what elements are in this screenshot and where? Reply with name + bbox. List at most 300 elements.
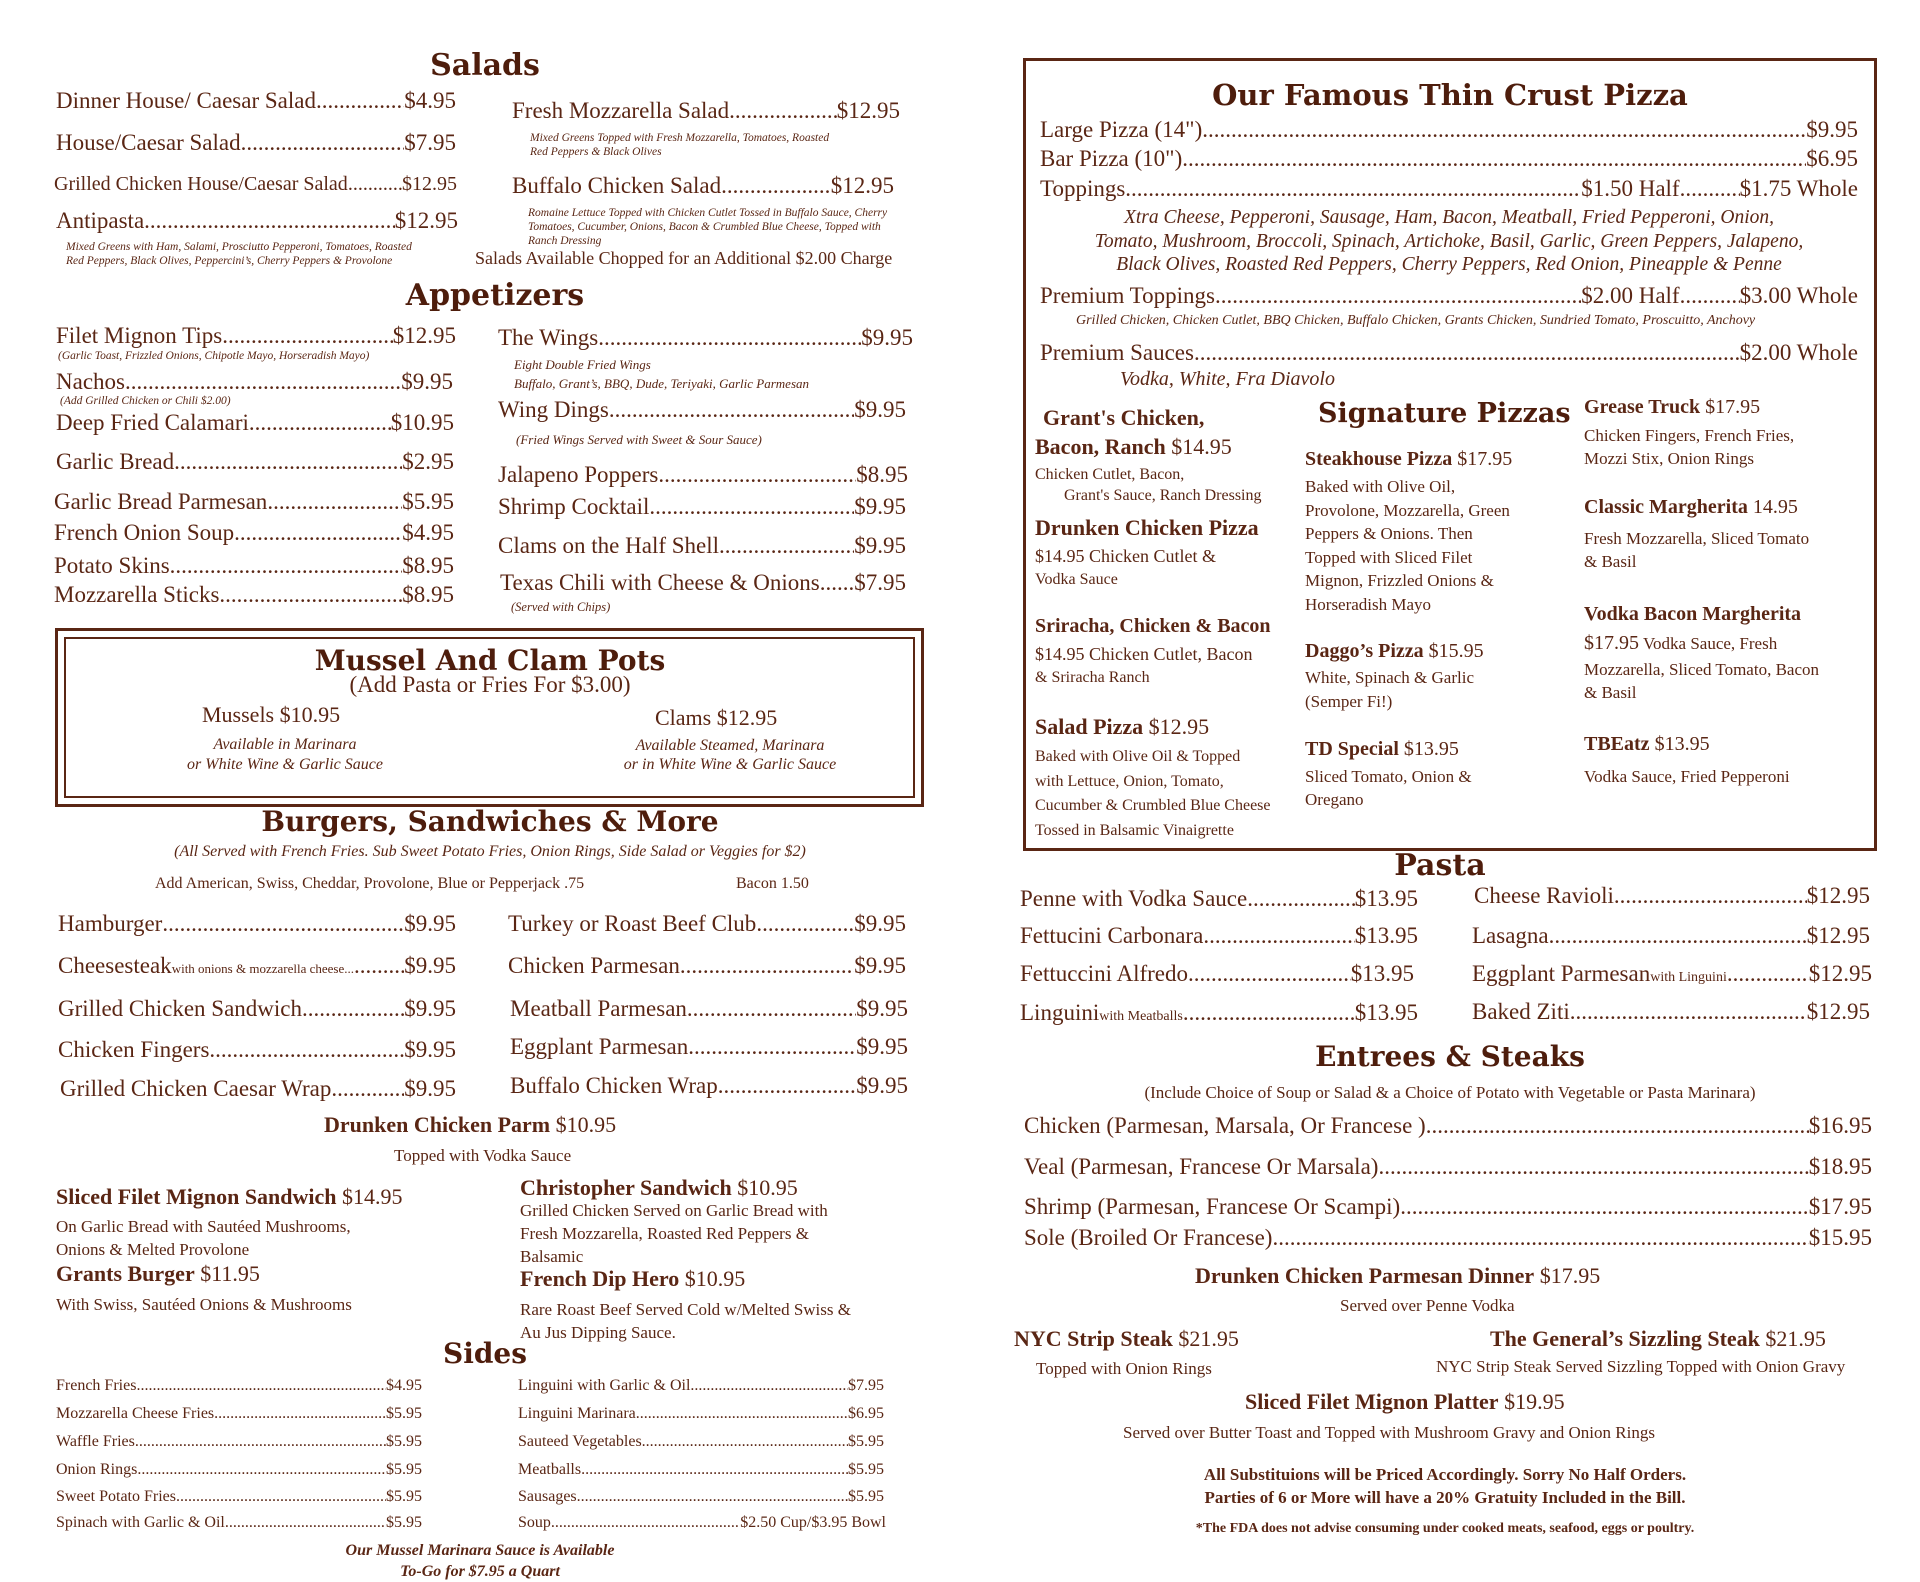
burger-item (510, 1034, 908, 1060)
salad-item (512, 98, 900, 124)
burger-item (508, 911, 906, 937)
grease-truck-pizza (1584, 396, 1760, 419)
item-name: Veal (Parmesan, Francese Or Marsala) (1024, 1154, 1379, 1179)
side-item (518, 1377, 884, 1395)
item-price-half: $2.00 Half (1581, 283, 1680, 308)
pizza-description: Fresh Mozzarella, Sliced Tomato (1584, 529, 1810, 548)
filet-platter (1245, 1390, 1565, 1413)
item-name: Sausages (518, 1488, 577, 1505)
drunken-chicken-dinner (1195, 1264, 1600, 1287)
burgers-heading: Burgers, Sandwiches & More (261, 805, 719, 838)
item-name: Soup (518, 1514, 551, 1531)
pizza-description: Topped with Sliced Filet (1305, 548, 1473, 567)
pizza-price: $17.95 (1584, 632, 1639, 654)
item-name: Shrimp (Parmesan, Francese Or Scampi) (1024, 1194, 1401, 1219)
item-name: Spinach with Garlic & Oil (56, 1514, 225, 1531)
pots-heading: Mussel And Clam Pots (314, 644, 666, 677)
pasta-heading: Pasta (1394, 848, 1486, 883)
sriracha-pizza-price (1035, 643, 1252, 666)
item-description: Served over Butter Toast and Topped with Mushroom Gravy and Onion Rings (1123, 1423, 1655, 1442)
item-name: Premium Toppings (1040, 283, 1215, 308)
pizza-description: Grant's Sauce, Ranch Dressing (1064, 487, 1262, 504)
pizza-name: Daggo’s Pizza (1305, 640, 1424, 662)
side-item (518, 1488, 884, 1506)
pasta-item (1472, 961, 1872, 987)
item-price: $8.95 (402, 553, 454, 578)
pizza-description: Vodka Sauce, Fresh (1642, 634, 1778, 653)
premium-list: Grilled Chicken, Chicken Cutlet, BBQ Chicken, Buffalo Chicken, Grants Chicken, Sundried Tomato, Proscuitto, Anchovy (1076, 313, 1756, 328)
appetizers-heading: Appetizers (405, 278, 585, 313)
item-name: Cheese Ravioli (1474, 883, 1614, 908)
pasta-item (1472, 999, 1870, 1025)
burger-item (510, 1073, 908, 1099)
item-name: Chicken (Parmesan, Marsala, Or Francese ) (1024, 1113, 1426, 1138)
item-price: $5.95 (848, 1433, 884, 1450)
grants-chicken-pizza (1035, 435, 1232, 458)
item-name: Wing Dings (498, 397, 609, 422)
pizza-description: Oregano (1305, 790, 1364, 809)
entree-item (1024, 1154, 1872, 1180)
pizza-description: & Basil (1584, 683, 1637, 702)
item-price: $17.95 (1539, 1263, 1601, 1288)
item-price: $12.95 (1808, 961, 1872, 986)
item-name: Nachos (56, 369, 125, 394)
item-description: Onions & Melted Provolone (56, 1240, 250, 1259)
pizza-description: Vodka Sauce, Fried Pepperoni (1584, 767, 1790, 786)
item-name: Sole (Broiled Or Francese) (1024, 1225, 1273, 1250)
item-name: Grilled Chicken Caesar Wrap (60, 1076, 332, 1101)
item-price: $12.95 (1806, 883, 1870, 908)
item-price: $9.95 (854, 397, 906, 422)
item-name: Clams on the Half Shell (498, 533, 720, 558)
item-name: The Wings (498, 325, 599, 350)
pizza-name: Grease Truck (1584, 396, 1701, 418)
item-description: (Add Grilled Chicken or Chili $2.00) (60, 395, 231, 407)
pizza-description: Mozzi Stix, Onion Rings (1584, 449, 1755, 468)
item-name: Meatball Parmesan (510, 996, 687, 1021)
pizza-description: (Semper Fi!) (1305, 692, 1393, 711)
appetizer-item (498, 533, 906, 559)
item-price: $2.95 (402, 449, 454, 474)
steakhouse-pizza (1305, 448, 1512, 471)
side-item (518, 1405, 884, 1423)
item-name: Filet Mignon Tips (56, 323, 223, 348)
item-name: The General’s Sizzling Steak (1490, 1326, 1760, 1351)
pizza-description: Chicken Cutlet & (1089, 546, 1216, 566)
pizza-name: Grant's Chicken, (1043, 405, 1205, 430)
burger-item (58, 953, 456, 979)
appetizer-item (498, 397, 906, 423)
item-price-whole: $1.75 Whole (1739, 176, 1858, 201)
item-price: $12.95 (402, 173, 457, 195)
item-name: Onion Rings (56, 1461, 138, 1478)
item-price-half: $1.50 Half (1581, 176, 1680, 201)
side-item (56, 1433, 422, 1451)
item-price: $9.95 (856, 1034, 908, 1059)
item-price: $10.95 (684, 1266, 746, 1291)
side-item (56, 1488, 422, 1506)
salad-item (512, 173, 894, 199)
side-item (56, 1405, 422, 1423)
item-name: French Onion Soup (54, 520, 235, 545)
pizza-name: Sriracha, Chicken & Bacon (1035, 615, 1271, 637)
footer-substitutions: All Substituions will be Priced Accordingly. Sorry No Half Orders. (1203, 1465, 1687, 1484)
clams-price: Clams $12.95 (655, 705, 778, 730)
pizza-description: Vodka Sauce (1035, 571, 1118, 588)
item-name: Mozzarella Sticks (54, 582, 220, 607)
item-name: Lasagna (1472, 923, 1549, 948)
toppings-list: Black Olives, Roasted Red Peppers, Cherry Peppers, Red Onion, Pineapple & Penne (1116, 254, 1782, 275)
item-price: $13.95 (1354, 1000, 1418, 1025)
item-price: $6.95 (848, 1405, 884, 1422)
item-price: $11.95 (200, 1261, 260, 1286)
item-description: Topped with Onion Rings (1036, 1359, 1212, 1378)
item-name: Sliced Filet Mignon Sandwich (56, 1184, 337, 1209)
salad-pizza (1035, 715, 1209, 738)
appetizer-item (56, 323, 456, 349)
signature-heading: Signature Pizzas (1318, 398, 1571, 429)
pizza-price: $17.95 (1457, 448, 1513, 470)
item-description: NYC Strip Steak Served Sizzling Topped with Onion Gravy (1436, 1357, 1846, 1376)
side-item (56, 1461, 422, 1479)
item-price: $9.95 (401, 369, 453, 394)
item-name: Toppings (1040, 176, 1126, 201)
item-description: (Fried Wings Served with Sweet & Sour Sauce) (516, 432, 762, 447)
footer-fda: *The FDA does not advise consuming under cooked meats, seafood, eggs or poultry. (1195, 1521, 1695, 1536)
item-price: $13.95 (1354, 886, 1418, 911)
salads-heading: Salads (430, 48, 540, 83)
pizza-description: & Sriracha Ranch (1035, 669, 1150, 686)
mussels-description: or White Wine & Garlic Sauce (187, 756, 383, 773)
item-name: Sweet Potato Fries (56, 1488, 176, 1505)
appetizer-item (56, 449, 454, 475)
item-name: Fettuccini Alfredo (1020, 961, 1188, 986)
item-name: French Fries (56, 1377, 137, 1394)
salad-item (56, 130, 456, 156)
appetizer-item (498, 462, 908, 488)
item-price: $12.95 (836, 98, 900, 123)
item-price: $7.95 (854, 570, 906, 595)
pizza-price: 14.95 (1752, 496, 1798, 518)
item-name: Fresh Mozzarella Salad (512, 98, 730, 123)
item-price: $14.95 (342, 1184, 403, 1209)
item-description: Grilled Chicken Served on Garlic Bread with (520, 1201, 828, 1220)
item-description: Eight Double Fried Wings (514, 357, 651, 372)
item-name: Jalapeno Poppers (498, 462, 659, 487)
item-name: Grilled Chicken Sandwich (58, 996, 303, 1021)
marinara-note: Our Mussel Marinara Sauce is Available (345, 1542, 615, 1559)
burgers-subtitle: (All Served with French Fries. Sub Sweet Potato Fries, Onion Rings, Side Salad or Veggies for $2) (174, 843, 806, 860)
item-price: $12.95 (1806, 999, 1870, 1024)
item-name: Waffle Fries (56, 1433, 135, 1450)
clams-description: Available Steamed, Marinara (635, 737, 825, 754)
pasta-item (1020, 1000, 1418, 1026)
item-price: $18.95 (1808, 1154, 1872, 1179)
item-extra: with onions & mozzarella cheese... (171, 961, 354, 976)
item-price: $5.95 (386, 1461, 422, 1478)
item-price: $12.95 (830, 173, 894, 198)
item-price: $5.95 (386, 1433, 422, 1450)
item-price: $9.95 (1806, 117, 1858, 142)
item-name: Potato Skins (54, 553, 170, 578)
salads-chopped-note: Salads Available Chopped for an Additional $2.00 Charge (475, 248, 893, 268)
item-description: Mixed Greens Topped with Fresh Mozzarella, Tomatoes, Roasted Red Peppers & Black Olives (530, 132, 830, 158)
pizza-price: $14.95 (1035, 546, 1085, 566)
french-dip-hero (520, 1267, 745, 1290)
footer-gratuity: Parties of 6 or More will have a 20% Gratuity Included in the Bill. (1204, 1488, 1686, 1507)
item-name: Grants Burger (56, 1261, 195, 1286)
burger-item (60, 1076, 456, 1102)
side-item (518, 1433, 884, 1451)
item-name: NYC Strip Steak (1014, 1326, 1173, 1351)
pizza-name: Vodka Bacon Margherita (1584, 603, 1802, 625)
item-price: $5.95 (848, 1488, 884, 1505)
item-description: (Served with Chips) (511, 600, 611, 614)
appetizer-item (54, 582, 454, 608)
pizza-price: $13.95 (1654, 733, 1710, 755)
pasta-item (1020, 886, 1418, 912)
pizza-description: & Basil (1584, 552, 1637, 571)
item-price: $9.95 (404, 996, 456, 1021)
item-price: $4.95 (402, 520, 454, 545)
salad-item (54, 173, 457, 196)
pizza-price: $14.95 (1171, 434, 1232, 459)
item-description: (Garlic Toast, Frizzled Onions, Chipotle Mayo, Horseradish Mayo) (58, 350, 370, 362)
pizza-name: Salad Pizza (1035, 714, 1144, 739)
pizza-description: Mozzarella, Sliced Tomato, Bacon (1584, 660, 1820, 679)
item-description: Topped with Vodka Sauce (394, 1146, 572, 1165)
pizza-heading: Our Famous Thin Crust Pizza (1212, 78, 1688, 112)
entree-item (1024, 1225, 1872, 1251)
item-price: $4.95 (386, 1377, 422, 1394)
pizza-item (1040, 146, 1858, 172)
item-name: Linguini Marinara (518, 1405, 636, 1422)
appetizer-item (54, 489, 454, 515)
entree-item (1024, 1113, 1872, 1139)
item-price: $9.95 (404, 1076, 456, 1101)
pizza-sauces (1040, 340, 1858, 366)
burger-item (508, 953, 906, 979)
burger-item (58, 1037, 456, 1063)
pizza-description: Baked with Olive Oil, (1305, 477, 1456, 496)
item-price: $12.95 (1806, 923, 1870, 948)
item-extra: with Meatballs (1099, 1009, 1183, 1024)
item-price-whole: $3.00 Whole (1739, 283, 1858, 308)
appetizer-item (56, 369, 453, 395)
item-price: $12.95 (394, 208, 458, 233)
pizza-item (1040, 117, 1858, 143)
item-price: $9.95 (404, 953, 456, 978)
daggos-pizza (1305, 640, 1484, 663)
item-name: Dinner House/ Caesar Salad (56, 88, 316, 113)
item-name: Bar Pizza (10") (1040, 146, 1183, 171)
item-name: Turkey or Roast Beef Club (508, 911, 757, 936)
pasta-item (1020, 923, 1418, 949)
pizza-description: Chicken Cutlet, Bacon, (1035, 466, 1185, 483)
item-price: $13.95 (1350, 961, 1414, 986)
item-name: Sliced Filet Mignon Platter (1245, 1389, 1499, 1414)
item-price: $10.95 (555, 1112, 617, 1137)
pizza-description: Mignon, Frizzled Onions & (1305, 571, 1494, 590)
appetizer-item (54, 553, 454, 579)
item-price: $21.95 (1178, 1326, 1239, 1351)
pizza-name: Bacon, Ranch (1035, 434, 1166, 459)
item-price: $17.95 (1808, 1194, 1872, 1219)
entree-item (1024, 1194, 1872, 1220)
item-description: Au Jus Dipping Sauce. (520, 1323, 676, 1342)
pizza-description: Cucumber & Crumbled Blue Cheese (1035, 797, 1271, 814)
pasta-item (1474, 883, 1870, 909)
item-price: $9.95 (856, 996, 908, 1021)
drunken-pizza-price (1035, 545, 1216, 568)
appetizer-item (500, 570, 906, 596)
item-name: Cheesesteak (58, 953, 172, 978)
item-name: Chicken Parmesan (508, 953, 680, 978)
marinara-note: To-Go for $7.95 a Quart (400, 1563, 560, 1580)
toppings-list: Tomato, Mushroom, Broccoli, Spinach, Artichoke, Basil, Garlic, Green Peppers, Jalapeno, (1094, 231, 1804, 252)
item-name: Mozzarella Cheese Fries (56, 1405, 215, 1422)
entrees-subtitle: (Include Choice of Soup or Salad & a Choice of Potato with Vegetable or Pasta Marinara) (1144, 1083, 1756, 1102)
item-name: Buffalo Chicken Wrap (510, 1073, 718, 1098)
item-name: Fettucini Carbonara (1020, 923, 1204, 948)
item-name: Christopher Sandwich (520, 1175, 732, 1200)
item-price: $19.95 (1504, 1389, 1565, 1414)
item-price: $15.95 (1808, 1225, 1872, 1250)
item-price: $9.95 (854, 911, 906, 936)
filet-sandwich (56, 1185, 403, 1208)
pizza-description: with Lettuce, Onion, Tomato, (1035, 773, 1224, 790)
pizza-description: Chicken Cutlet, Bacon (1089, 644, 1253, 664)
item-description: With Swiss, Sautéed Onions & Mushrooms (56, 1295, 352, 1314)
item-name: Deep Fried Calamari (56, 410, 249, 435)
item-name: Baked Ziti (1472, 999, 1570, 1024)
td-special-pizza (1305, 738, 1459, 761)
item-price: $9.95 (404, 911, 456, 936)
entrees-heading: Entrees & Steaks (1315, 1040, 1585, 1073)
clams-description: or in White Wine & Garlic Sauce (623, 756, 837, 773)
item-price: $5.95 (402, 489, 454, 514)
appetizer-item (56, 410, 454, 436)
salad-item (56, 88, 456, 114)
item-name: Large Pizza (14") (1040, 117, 1203, 142)
side-item (56, 1377, 422, 1395)
pizza-description: Tossed in Balsamic Vinaigrette (1035, 822, 1234, 839)
antipasta-description: Mixed Greens with Ham, Salami, Prosciutto Pepperoni, Tomatoes, Roasted Red Peppers, Black Olives, Peppercini’s, Cherry Peppers & Provolone (66, 241, 412, 267)
item-price: $12.95 (392, 323, 456, 348)
item-name: Sauteed Vegetables (518, 1433, 642, 1450)
pizza-description: Chicken Fingers, French Fries, (1584, 426, 1795, 445)
item-price: $9.95 (854, 953, 906, 978)
appetizer-item (498, 494, 906, 520)
pizza-name: Drunken Chicken Pizza (1035, 515, 1259, 540)
christopher-sandwich (520, 1176, 798, 1199)
item-name: House/Caesar Salad (56, 130, 241, 155)
burger-item (58, 996, 456, 1022)
item-price: $2.00 Whole (1739, 340, 1858, 365)
nyc-strip-steak (1014, 1327, 1239, 1350)
drunken-chicken-parm (324, 1113, 616, 1136)
pizza-price: $15.95 (1428, 640, 1484, 662)
item-price: $9.95 (404, 1037, 456, 1062)
generals-sizzling-steak (1490, 1327, 1826, 1350)
item-extra: with Linguini (1650, 970, 1727, 985)
pizza-toppings (1040, 176, 1858, 202)
pizza-name: TD Special (1305, 738, 1399, 760)
pizza-description: Sliced Tomato, Onion & (1305, 767, 1472, 786)
pizza-name: Steakhouse Pizza (1305, 448, 1453, 470)
item-price: $10.95 (737, 1175, 798, 1200)
sides-heading: Sides (442, 1337, 527, 1370)
item-price: $5.95 (386, 1514, 422, 1531)
item-name: Garlic Bread Parmesan (54, 489, 268, 514)
item-price: $13.95 (1354, 923, 1418, 948)
pizza-price: $12.95 (1148, 714, 1210, 739)
item-price: $21.95 (1765, 1326, 1826, 1351)
item-name: French Dip Hero (520, 1266, 680, 1291)
item-name: Chicken Fingers (58, 1037, 210, 1062)
side-item (518, 1514, 886, 1532)
pizza-price: $13.95 (1403, 738, 1459, 760)
item-name: Meatballs (518, 1461, 582, 1478)
pasta-item (1472, 923, 1870, 949)
side-item (518, 1461, 884, 1479)
item-price: $7.95 (404, 130, 456, 155)
item-description: Rare Roast Beef Served Cold w/Melted Swiss & (520, 1300, 851, 1319)
pizza-description: Peppers & Onions. Then (1305, 524, 1473, 543)
pizza-name: TBEatz (1584, 733, 1650, 755)
item-name: Linguini with Garlic & Oil (518, 1377, 691, 1394)
item-price: $5.95 (848, 1461, 884, 1478)
item-price: $8.95 (402, 582, 454, 607)
item-name: Eggplant Parmesan (1472, 961, 1651, 986)
item-name: Grilled Chicken House/Caesar Salad (54, 173, 348, 195)
item-price: $9.95 (854, 494, 906, 519)
pasta-item (1020, 961, 1414, 987)
item-price: $5.95 (386, 1405, 422, 1422)
item-name: Premium Sauces (1040, 340, 1194, 365)
pizza-description: White, Spinach & Garlic (1305, 668, 1475, 687)
item-description: Served over Penne Vodka (1340, 1296, 1515, 1315)
item-name: Linguini (1020, 1000, 1100, 1025)
item-name: Penne with Vodka Sauce (1020, 886, 1248, 911)
item-name: Antipasta (56, 208, 145, 233)
pots-subtitle: (Add Pasta or Fries For $3.00) (349, 672, 631, 697)
burgers-addons: Add American, Swiss, Cheddar, Provolone, Blue or Pepperjack .75 (155, 875, 585, 892)
grants-burger (56, 1262, 260, 1285)
pizza-price: $14.95 (1035, 644, 1085, 664)
toppings-list: Xtra Cheese, Pepperoni, Sausage, Ham, Bacon, Meatball, Fried Pepperoni, Onion, (1123, 207, 1775, 228)
pizza-price: $17.95 (1705, 396, 1761, 418)
pizza-premium (1040, 283, 1858, 309)
classic-margherita-pizza (1584, 496, 1798, 519)
side-item (56, 1514, 422, 1532)
item-price: $9.95 (854, 533, 906, 558)
item-name: Texas Chili with Cheese & Onions (500, 570, 820, 595)
item-price: $16.95 (1808, 1113, 1872, 1138)
item-price: $9.95 (856, 1073, 908, 1098)
sauces-list: Vodka, White, Fra Diavolo (1120, 368, 1335, 390)
salad-item (56, 208, 458, 234)
pizza-name: Classic Margherita (1584, 496, 1748, 518)
tbeatz-pizza (1584, 733, 1710, 756)
item-name: Hamburger (58, 911, 163, 936)
item-price: $8.95 (856, 462, 908, 487)
pizza-description: Baked with Olive Oil & Topped (1035, 748, 1241, 765)
item-price: $7.95 (848, 1377, 884, 1394)
item-price: $9.95 (861, 325, 913, 350)
item-price: $4.95 (404, 88, 456, 113)
item-name: Drunken Chicken Parm (324, 1112, 551, 1137)
